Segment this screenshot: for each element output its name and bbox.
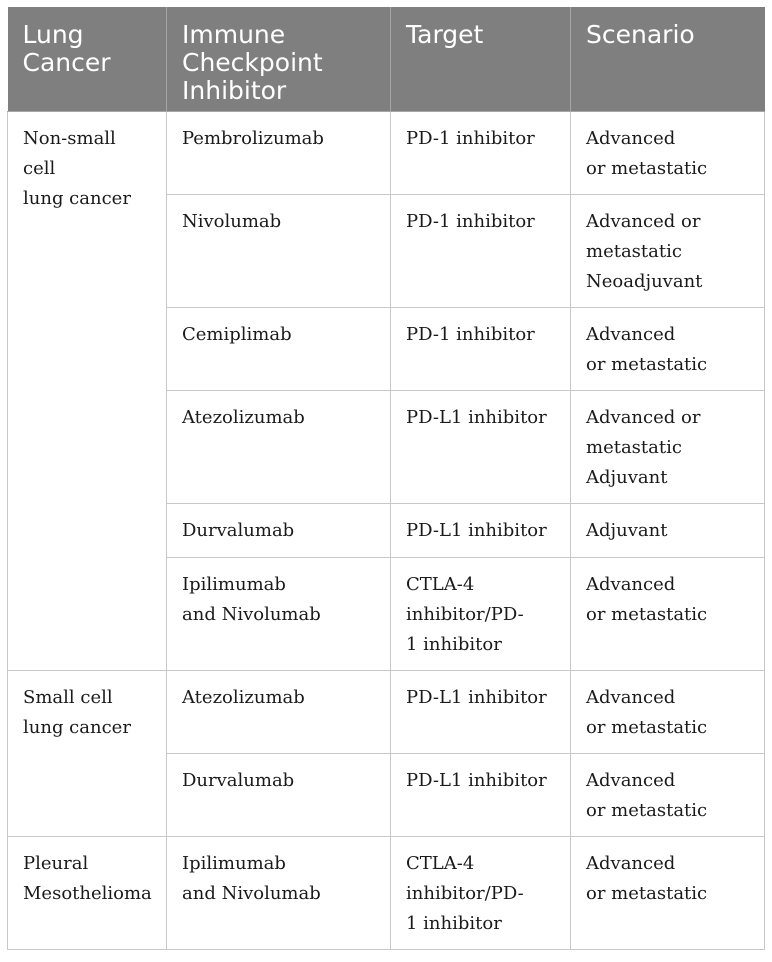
header-lung-cancer: Lung Cancer — [8, 7, 167, 111]
scenario-cell: Advanced or metastatic Adjuvant — [571, 390, 765, 503]
header-target: Target — [391, 7, 571, 111]
drug-cell: Pembrolizumab — [167, 111, 391, 194]
drug-cell: Ipilimumab and Nivolumab — [167, 836, 391, 949]
target-cell: CTLA-4 inhibitor/PD- 1 inhibitor — [391, 557, 571, 670]
scenario-cell: Advanced or metastatic — [571, 557, 765, 670]
header-scenario: Scenario — [571, 7, 765, 111]
target-cell: PD-L1 inhibitor — [391, 753, 571, 836]
drug-cell: Durvalumab — [167, 503, 391, 557]
target-cell: PD-1 inhibitor — [391, 194, 571, 307]
drug-cell: Durvalumab — [167, 753, 391, 836]
drug-cell: Cemiplimab — [167, 307, 391, 390]
table-row — [8, 836, 765, 949]
table-row — [8, 670, 765, 753]
scenario-cell: Advanced or metastatic — [571, 307, 765, 390]
target-cell: PD-1 inhibitor — [391, 111, 571, 194]
scenario-cell: Advanced or metastatic — [571, 670, 765, 753]
table-row — [8, 111, 765, 194]
header-row — [8, 7, 765, 111]
drug-cell: Atezolizumab — [167, 670, 391, 753]
scenario-cell: Adjuvant — [571, 503, 765, 557]
target-cell: PD-1 inhibitor — [391, 307, 571, 390]
target-cell: PD-L1 inhibitor — [391, 503, 571, 557]
scenario-cell: Advanced or metastatic — [571, 111, 765, 194]
drug-cell: Atezolizumab — [167, 390, 391, 503]
group-nsclc: Non-small cell lung cancer — [8, 111, 167, 670]
header-inhibitor: Immune Checkpoint Inhibitor — [167, 7, 391, 111]
drug-cell: Nivolumab — [167, 194, 391, 307]
group-pleural-mesothelioma: Pleural Mesothelioma — [8, 836, 167, 949]
target-cell: PD-L1 inhibitor — [391, 390, 571, 503]
target-cell: CTLA-4 inhibitor/PD- 1 inhibitor — [391, 836, 571, 949]
drug-cell: Ipilimumab and Nivolumab — [167, 557, 391, 670]
lung-cancer-ici-table — [7, 7, 765, 950]
group-sclc: Small cell lung cancer — [8, 670, 167, 836]
target-cell: PD-L1 inhibitor — [391, 670, 571, 753]
scenario-cell: Advanced or metastatic — [571, 836, 765, 949]
scenario-cell: Advanced or metastatic Neoadjuvant — [571, 194, 765, 307]
scenario-cell: Advanced or metastatic — [571, 753, 765, 836]
